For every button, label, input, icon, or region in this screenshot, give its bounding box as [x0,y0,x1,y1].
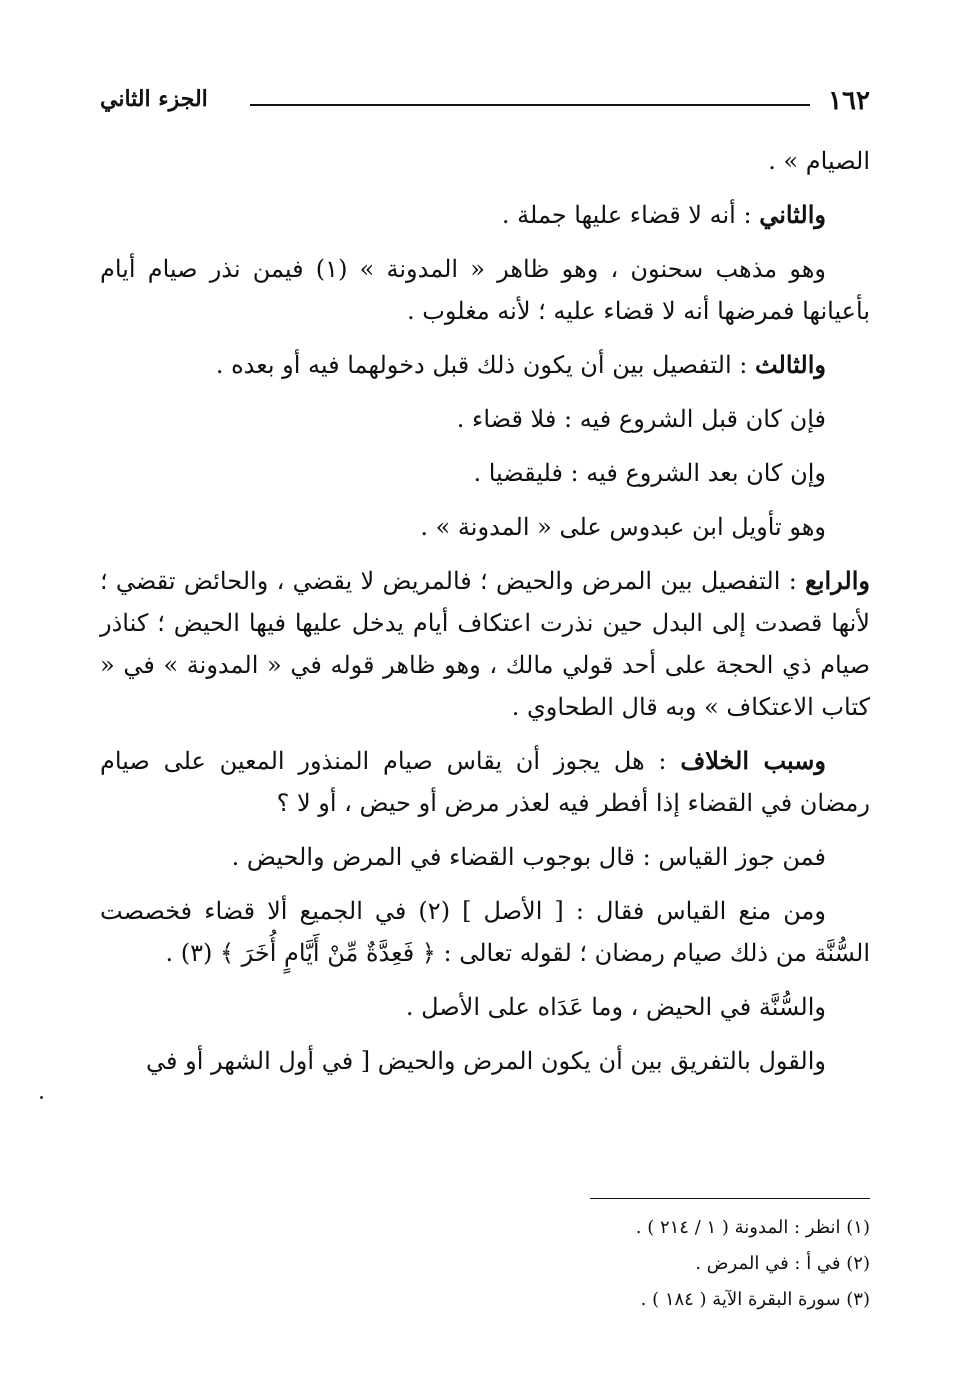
running-title: الجزء الثاني [100,86,208,112]
page-number: ١٦٢ [828,86,870,116]
paragraph-13: والقول بالتفريق بين أن يكون المرض والحيض [ في أول الشهر أو في [146,1047,826,1075]
paragraph-12: والسُّنَّة في الحيض ، وما عَدَاه على الأصل . [405,993,826,1021]
paragraph-4 [100,344,870,386]
paragraph-6: وإن كان بعد الشروع فيه : فليقضيا . [473,459,826,487]
paragraph-5: فإن كان قبل الشروع فيه : فلا قضاء . [456,405,826,433]
footnote-2: (٢) في أ : في المرض . [695,1253,870,1274]
paragraph-10: فمن جوز القياس : قال بوجوب القضاء في المرض والحيض . [231,843,826,871]
margin-dot [40,1096,43,1099]
footnote-rule [590,1198,870,1199]
paragraph-3: وهو مذهب سحنون ، وهو ظاهر « المدونة » (١) فيمن نذر صيام أيام بأعيانها فمرضها أنه لا قضاء عليه ؛ لأنه مغلوب . [100,255,870,325]
page-header [100,86,870,126]
paragraph-8-text: : التفصيل بين المرض والحيض ؛ فالمريض لا يقضي ، والحائض تقضي ؛ لأنها قصدت إلى البدل حين نذرت اعتكاف أيام يدخل عليها فيها الحيض ؛ كناذر صيام ذي الحجة على أحد قولي مالك ، وهو ظاهر قوله في « المدونة » في « كتاب الاعتكاف » وبه قال الطحاوي . [100,567,870,721]
main-text [100,140,870,1094]
paragraph-4-label: والثالث [754,350,826,379]
paragraph-2 [100,194,870,236]
paragraph-8 [100,560,870,728]
paragraph-9 [100,740,870,824]
footnote-3: (٣) سورة البقرة الآية ( ١٨٤ ) . [640,1289,870,1310]
header-rule [250,104,810,106]
paragraph-1: الصيام » . [768,147,870,175]
paragraph-2-label: والثاني [759,200,826,229]
footnotes [170,1210,870,1318]
paragraph-7: وهو تأويل ابن عبدوس على « المدونة » . [420,513,826,541]
paragraph-4-text: : التفصيل بين أن يكون ذلك قبل دخولهما فيه أو بعده . [215,351,755,379]
paragraph-9-text: : هل يجوز أن يقاس صيام المنذور المعين على صيام رمضان في القضاء إذا أفطر فيه لعذر مرض أو حيض ، أو لا ؟ [100,747,870,817]
paragraph-2-text: : أنه لا قضاء عليها جملة . [501,201,760,229]
paragraph-9-label: وسبب الخلاف [680,746,827,775]
paragraph-8-label: والرابع [805,566,870,595]
footnote-1: (١) انظر : المدونة ( ١ / ٢١٤ ) . [635,1217,870,1238]
paragraph-11: ومن منع القياس فقال : [ الأصل ] (٢) في الجميع ألا قضاء فخصصت السُّنَّة من ذلك صيام رمضان ؛ لقوله تعالى : ﴿ فَعِدَّةٌ مِّنْ أَيَّامٍ أُخَرَ ﴾ (٣) . [100,897,870,967]
